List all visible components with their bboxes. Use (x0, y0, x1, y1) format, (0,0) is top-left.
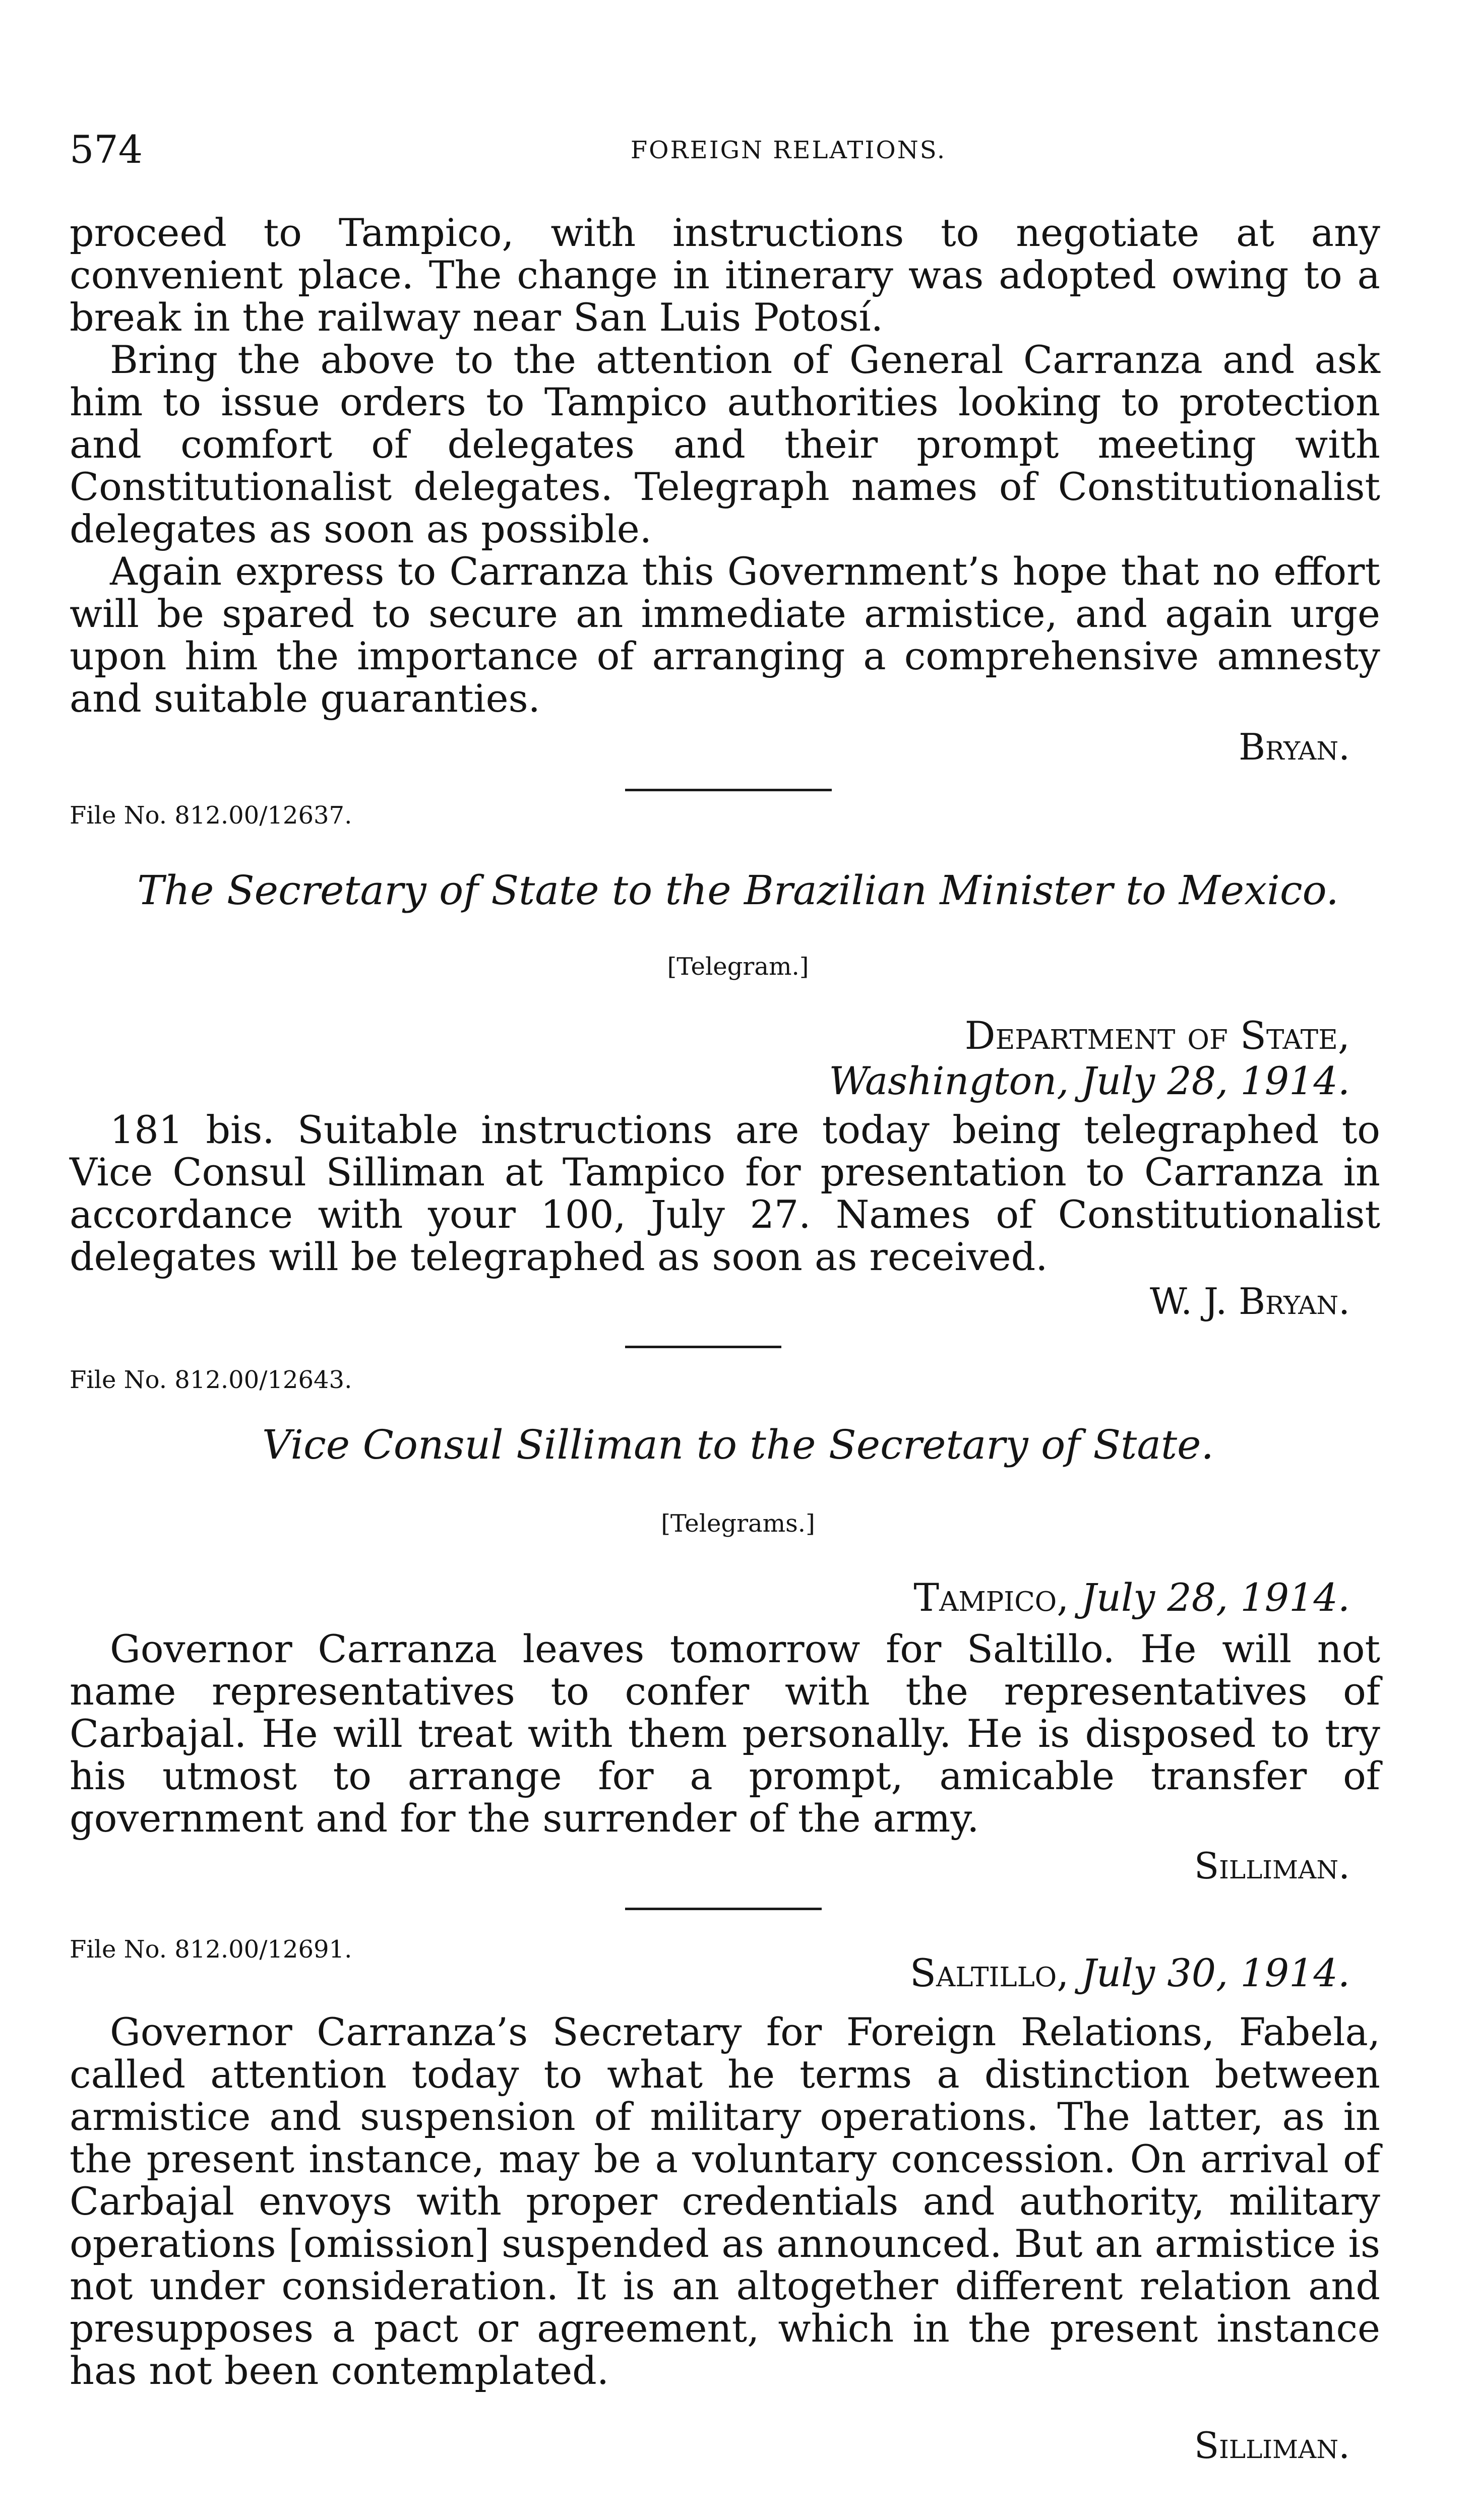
document-heading: The Secretary of State to the Brazilian Minister to Mexico. (137, 867, 1339, 914)
signature-wj-bryan: W. J. Bryan. (1149, 1280, 1350, 1322)
dateline-date: Washington, July 28, 1914. (829, 1058, 1350, 1103)
file-number: File No. 812.00/12691. (70, 1935, 352, 1964)
dateline (913, 1575, 1350, 1620)
telegram-label: [Telegrams.] (661, 1509, 815, 1538)
telegram-label: [Telegram.] (667, 953, 809, 981)
file-number: File No. 812.00/12637. (70, 801, 352, 830)
signature-silliman: Silliman. (1194, 1845, 1350, 1887)
dateline-date: July 30, 1914. (1081, 1950, 1350, 1995)
document-body: Governor Carranza leaves tomorrow for Saltillo. He will not name representatives to confer with the representatives of Carbajal. He will treat with them personally. He is disposed to try his utmost to arrange for a prompt, amicable transfer of government and for the surrender of the army. (70, 1626, 1380, 1841)
signature-bryan: Bryan. (1239, 726, 1350, 768)
section-divider (625, 1346, 781, 1348)
page-number: 574 (70, 127, 143, 172)
continuation-paragraph-3: Again express to Carranza this Government’s hope that no effort will be spared to secure an immediate armistice, and again urge upon him the importance of arranging a comprehensive amnesty and suitable guaranties. (70, 549, 1380, 721)
section-divider (625, 789, 832, 791)
dateline-place: Saltillo, (909, 1950, 1069, 1995)
dateline-place: Tampico, (913, 1575, 1069, 1620)
dateline (910, 1950, 1350, 1995)
continuation-paragraph-2: Bring the above to the attention of General Carranza and ask him to issue orders to Tampico authorities looking to protection and comfort of delegates and their prompt meeting with Constitutionalist delegates. Telegraph names of Constitutionalist delegates as soon as possible. (70, 337, 1380, 551)
section-divider (625, 1908, 822, 1910)
signature-silliman: Silliman. (1194, 2424, 1350, 2467)
dateline-date: July 28, 1914. (1081, 1575, 1350, 1620)
document-body: Governor Carranza’s Secretary for Foreign Relations, Fabela, called attention today to what he terms a distinction between armistice and suspension of military operations. The latter, as in the present instance, may be a voluntary concession. On arrival of Carbajal envoys with proper credentials and authority, military operations [omission] suspended as announced. But an armistice is not under consideration. It is an altogether different relation and presupposes a pact or agreement, which in the present instance has not been contemplated. (70, 2009, 1380, 2393)
document-heading: Vice Consul Silliman to the Secretary of State. (262, 1421, 1214, 1468)
continuation-paragraph-1: proceed to Tampico, with instructions to negotiate at any convenient place. The change in itinerary was adopted owing to a break in the railway near San Luis Potosí. (70, 210, 1380, 340)
file-number: File No. 812.00/12643. (70, 1366, 352, 1394)
document-body: 181 bis. Suitable instructions are today being telegraphed to Vice Consul Silliman at Tampico for presentation to Carranza in accordance with your 100, July 27. Names of Constitutionalist delegates will be telegraphed as soon as received. (70, 1107, 1380, 1279)
dateline-place: Department of State, (964, 1013, 1350, 1058)
running-title: FOREIGN RELATIONS. (630, 136, 947, 164)
